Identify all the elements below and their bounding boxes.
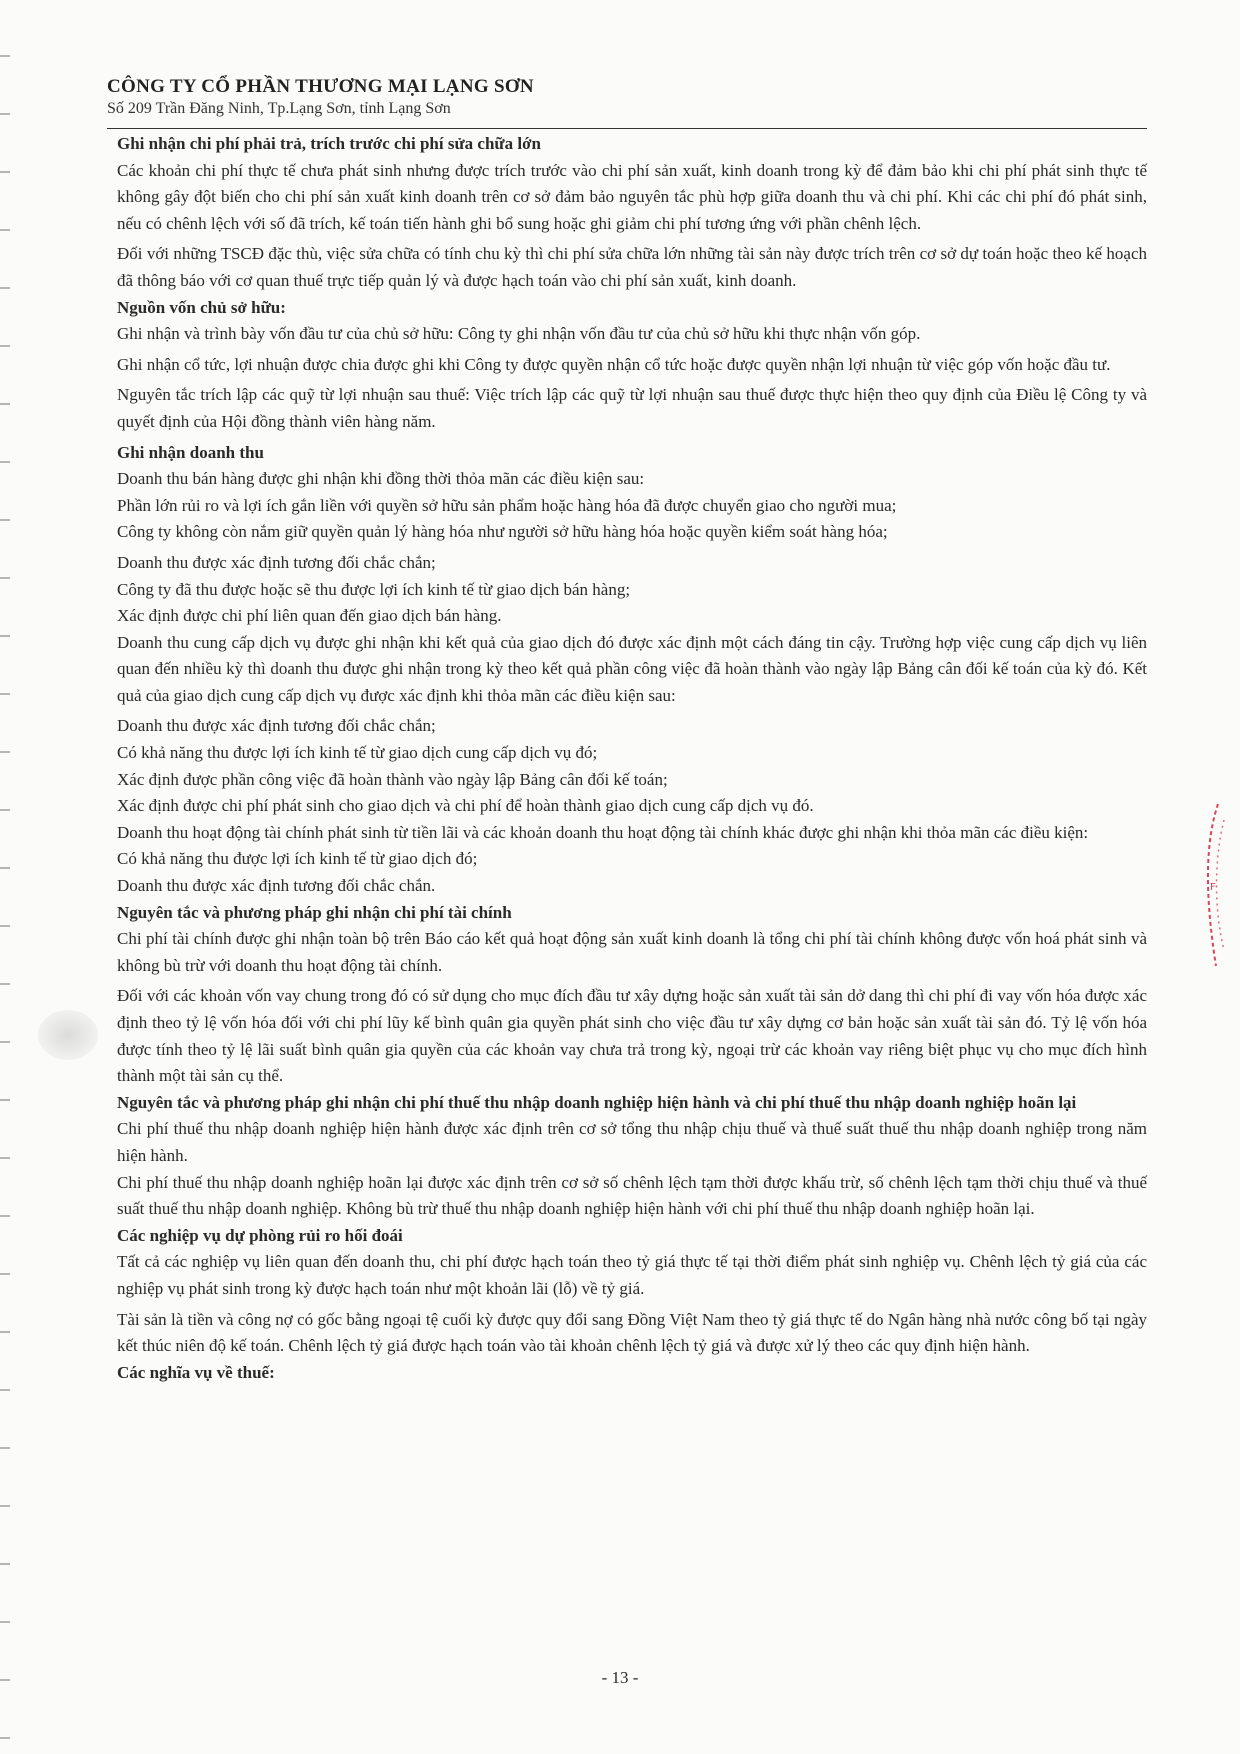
binding-tick (0, 229, 10, 231)
binding-tick (0, 345, 10, 347)
paragraph: Nguyên tắc trích lập các quỹ từ lợi nhuận sau thuế: Việc trích lập các quỹ từ lợi nhuận sau thuế được thực hiện theo quy định của Điều lệ Công ty và quyết định của Hội đồng thành viên hàng năm. (117, 385, 1147, 431)
paragraph: Ghi nhận và trình bày vốn đầu tư của chủ sở hữu: Công ty ghi nhận vốn đầu tư của chủ sở hữu khi thực nhận vốn góp. (117, 324, 921, 344)
binding-tick (0, 925, 10, 927)
paragraph: Các khoản chi phí thực tế chưa phát sinh nhưng được trích trước vào chi phí sản xuất, kinh doanh trong kỳ để đảm bảo khi chi phí phát sinh thực tế không gây đột biến cho chi phí sản xuất kinh doanh trên cơ sở đảm bảo nguyên tắc phù hợp giữa doanh thu và chi phí. Khi các chi phí đó phát sinh, nếu có chênh lệch với số đã trích, kế toán tiến hành ghi bổ sung hoặc ghi giảm chi phí tương ứng với phần chênh lệch. (117, 160, 1147, 233)
paragraph: Doanh thu cung cấp dịch vụ được ghi nhận khi kết quả của giao dịch đó được xác định một cách đáng tin cậy. Trường hợp việc cung cấp dịch vụ liên quan đến nhiều kỳ thì doanh thu được ghi nhận trong kỳ theo kết quả phần công việc đã hoàn thành vào ngày lập Bảng cân đối kế toán của kỳ đó. Kết quả của giao dịch cung cấp dịch vụ được xác định khi thỏa mãn các điều kiện sau: (117, 632, 1147, 705)
binding-tick (0, 693, 10, 695)
paragraph: Tất cả các nghiệp vụ liên quan đến doanh thu, chi phí được hạch toán theo tỷ giá thực tế tại thời điểm phát sinh nghiệp vụ. Chênh lệch tỷ giá của các nghiệp vụ phát sinh trong kỳ được hạch toán như một khoản lãi (lỗ) về tỷ giá. (117, 1252, 1147, 1298)
section-heading: Nguồn vốn chủ sở hữu: (117, 297, 286, 317)
paragraph: Doanh thu hoạt động tài chính phát sinh từ tiền lãi và các khoản doanh thu hoạt động tài chính khác được ghi nhận khi thỏa mãn các điều kiện: (117, 822, 1089, 842)
paragraph: Đối với những TSCĐ đặc thù, việc sửa chữa có tính chu kỳ thì chi phí sửa chữa lớn những tài sản này được trích trên cơ sở dự toán hoặc theo kế hoạch đã thông báo với cơ quan thuế trực tiếp quản lý và được hạch toán vào chi phí sản xuất, kinh doanh. (117, 244, 1147, 290)
section-heading: Nguyên tắc và phương pháp ghi nhận chi phí thuế thu nhập doanh nghiệp hiện hành và chi phí thuế thu nhập doanh nghiệp hoãn lại (117, 1092, 1077, 1112)
binding-tick (0, 1099, 10, 1101)
paragraph: Doanh thu được xác định tương đối chắc chắn; (117, 716, 436, 736)
paragraph: Có khả năng thu được lợi ích kinh tế từ giao dịch đó; (117, 849, 478, 869)
paragraph: Công ty đã thu được hoặc sẽ thu được lợi ích kinh tế từ giao dịch bán hàng; (117, 579, 631, 599)
binding-tick (0, 751, 10, 753)
binding-tick (0, 55, 10, 57)
section-heading: Ghi nhận doanh thu (117, 442, 264, 462)
company-name: CÔNG TY CỔ PHẦN THƯƠNG MẠI LẠNG SƠN (107, 76, 534, 97)
paragraph: Tài sản là tiền và công nợ có gốc bằng ngoại tệ cuối kỳ được quy đổi sang Đồng Việt Nam theo tỷ giá thực tế do Ngân hàng nhà nước công bố tại ngày kết thúc niên độ kế toán. Chênh lệch tỷ giá được hạch toán vào tài khoản chênh lệch tỷ giá và được xử lý theo các quy định hiện hành. (117, 1309, 1147, 1356)
binding-tick (0, 519, 10, 521)
paragraph: Doanh thu được xác định tương đối chắc chắn. (117, 876, 436, 896)
binding-tick (0, 461, 10, 463)
binding-tick (0, 1737, 10, 1739)
binding-tick (0, 1041, 10, 1043)
binding-tick (0, 983, 10, 985)
section-heading: Các nghiệp vụ dự phòng rủi ro hối đoái (117, 1225, 403, 1245)
paragraph: Xác định được chi phí liên quan đến giao dịch bán hàng. (117, 606, 502, 626)
binding-tick (0, 1447, 10, 1449)
section-heading: Các nghĩa vụ về thuế: (117, 1362, 275, 1382)
binding-tick (0, 1621, 10, 1623)
binding-tick (0, 171, 10, 173)
paragraph: Chi phí thuế thu nhập doanh nghiệp hoãn lại được xác định trên cơ sở số chênh lệch tạm thời được khấu trừ, số chênh lệch tạm thời chịu thuế và thuế suất thuế thu nhập doanh nghiệp. Không bù trừ thuế thu nhập doanh nghiệp hiện hành với chi phí thuế thu nhập doanh nghiệp hoãn lại. (117, 1172, 1147, 1219)
binding-tick (0, 287, 10, 289)
binding-tick (0, 1389, 10, 1391)
svg-text:F: F (1210, 882, 1216, 893)
stamp-fragment-icon (1196, 800, 1228, 970)
header-divider (107, 128, 1147, 129)
paragraph: Có khả năng thu được lợi ích kinh tế từ giao dịch cung cấp dịch vụ đó; (117, 743, 598, 763)
binding-tick (0, 1679, 10, 1681)
paragraph: Ghi nhận cổ tức, lợi nhuận được chia được ghi khi Công ty được quyền nhận cổ tức hoặc được quyền nhận lợi nhuận từ việc góp vốn hoặc đầu tư. (117, 354, 1111, 374)
paragraph: Phần lớn rủi ro và lợi ích gắn liền với quyền sở hữu sản phẩm hoặc hàng hóa đã được chuyển giao cho người mua; (117, 495, 897, 515)
section-heading: Ghi nhận chi phí phải trả, trích trước chi phí sửa chữa lớn (117, 134, 541, 153)
scan-smudge (38, 1010, 98, 1060)
binding-tick (0, 809, 10, 811)
page-number: - 13 - (601, 1668, 639, 1687)
letterhead (107, 76, 1147, 118)
binding-tick (0, 1505, 10, 1507)
binding-tick (0, 867, 10, 869)
binding-tick (0, 577, 10, 579)
paragraph: Xác định được chi phí phát sinh cho giao dịch và chi phí để hoàn thành giao dịch cung cấp dịch vụ đó. (117, 796, 814, 816)
paragraph: Doanh thu bán hàng được ghi nhận khi đồng thời thỏa mãn các điều kiện sau: (117, 469, 645, 489)
binding-tick (0, 113, 10, 115)
paragraph: Chi phí tài chính được ghi nhận toàn bộ trên Báo cáo kết quả hoạt động sản xuất kinh doanh là tổng chi phí tài chính không được vốn hoá phát sinh và không bù trừ với doanh thu hoạt động tài chính. (117, 929, 1147, 975)
paragraph: Xác định được phần công việc đã hoàn thành vào ngày lập Bảng cân đối kế toán; (117, 769, 668, 789)
binding-tick (0, 1563, 10, 1565)
paragraph: Chi phí thuế thu nhập doanh nghiệp hiện hành được xác định trên cơ sở tổng thu nhập chịu thuế và thuế suất thuế thu nhập doanh nghiệp trong năm hiện hành. (117, 1119, 1147, 1165)
paragraph: Công ty không còn nắm giữ quyền quản lý hàng hóa như người sở hữu hàng hóa hoặc quyền kiểm soát hàng hóa; (117, 522, 888, 542)
binding-tick (0, 1215, 10, 1217)
binding-tick (0, 1157, 10, 1159)
paragraph: Đối với các khoản vốn vay chung trong đó có sử dụng cho mục đích đầu tư xây dựng hoặc sản xuất tài sản dở dang thì chi phí đi vay vốn hóa được xác định theo tỷ lệ vốn hóa đối với chi phí lũy kế bình quân gia quyền phát sinh cho việc đầu tư xây dựng cơ bản hoặc sản xuất tài sản đó. Tỷ lệ vốn hóa được tính theo tỷ lệ lãi suất bình quân gia quyền của các khoản vay chưa trả trong kỳ, ngoại trừ các khoản vay riêng biệt phục vụ cho mục đích hình thành một tài sản cụ thể. (117, 986, 1147, 1086)
body-text (117, 131, 1147, 1386)
section-heading: Nguyên tắc và phương pháp ghi nhận chi phí tài chính (117, 902, 512, 922)
binding-tick (0, 635, 10, 637)
binding-tick (0, 403, 10, 405)
paragraph: Doanh thu được xác định tương đối chắc chắn; (117, 552, 436, 572)
binding-tick (0, 1273, 10, 1275)
binding-tick (0, 1331, 10, 1333)
company-address: Số 209 Trần Đăng Ninh, Tp.Lạng Sơn, tỉnh Lạng Sơn (107, 100, 451, 117)
